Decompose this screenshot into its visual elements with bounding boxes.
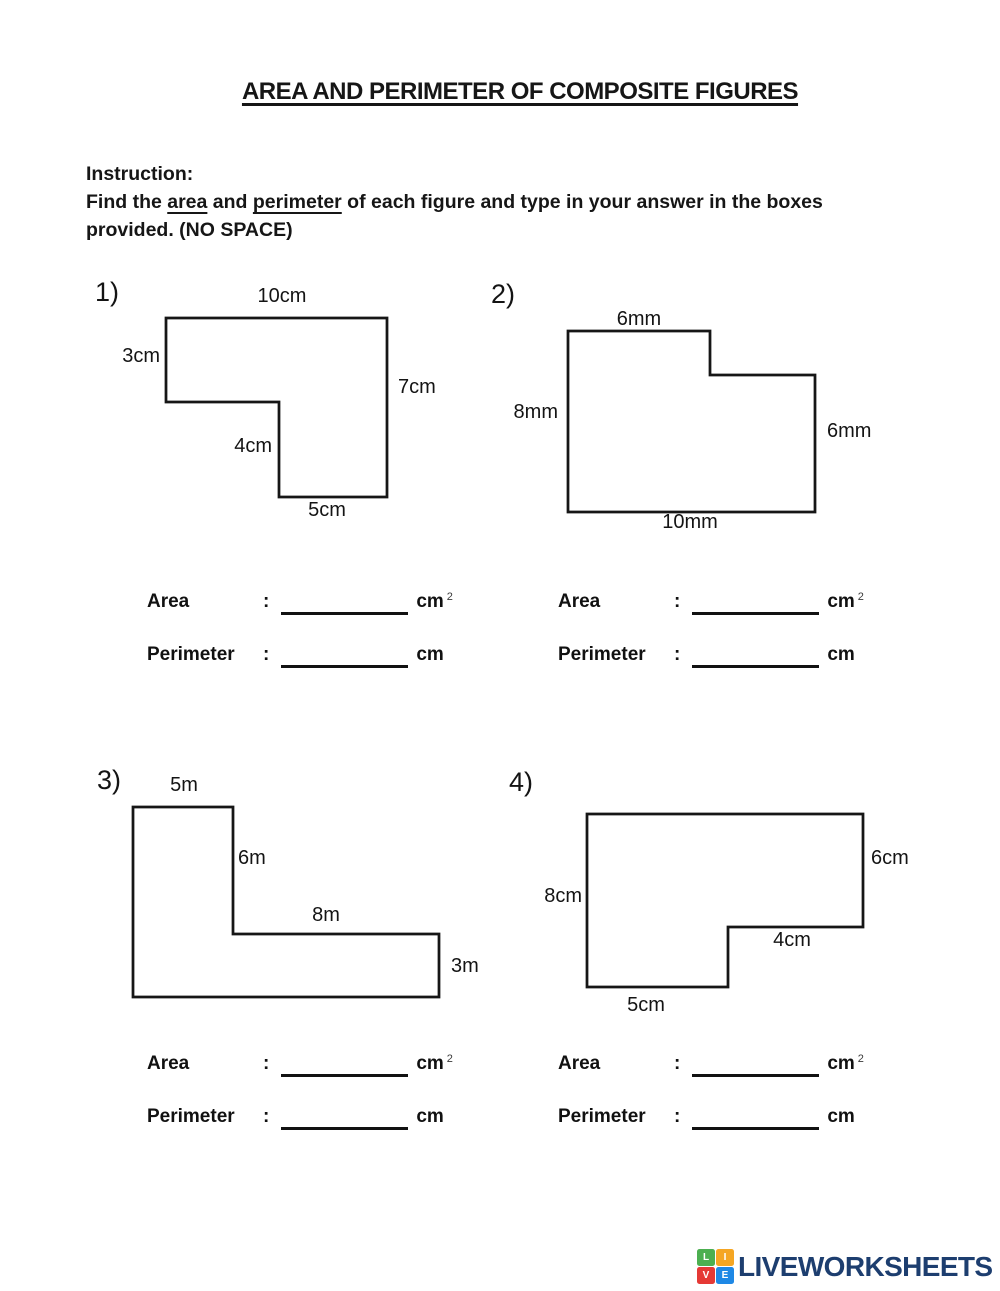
figure-3-perimeter-input[interactable]: [281, 1110, 408, 1130]
colon: :: [674, 1106, 681, 1127]
liveworksheets-logo-icon: [697, 1249, 734, 1284]
figure-3-area-row: [147, 1053, 453, 1077]
perimeter-unit: cm: [827, 1106, 855, 1127]
figure-3-dim-inner-horizontal: 8m: [312, 904, 340, 926]
area-unit-exponent: 2: [446, 591, 453, 603]
figure-4-area-input[interactable]: [692, 1057, 819, 1077]
figure-4-dim-bottom: 5cm: [627, 994, 665, 1016]
figure-1-area-input[interactable]: [281, 595, 408, 615]
figure-2-shape: [566, 329, 818, 515]
figure-4-dim-left: 8cm: [544, 885, 582, 907]
area-unit-exponent: 2: [857, 1053, 864, 1065]
figure-3-area-input[interactable]: [281, 1057, 408, 1077]
instruction-underlined-perimeter: perimeter: [252, 191, 342, 213]
figure-3-answers: [147, 1053, 497, 1133]
logo-tile-I: I: [716, 1249, 734, 1266]
colon: :: [263, 1053, 270, 1074]
page-title: [40, 78, 1000, 106]
figure-4-number: 4): [509, 767, 534, 797]
area-unit-exponent: 2: [446, 1053, 453, 1065]
instruction-text: and: [207, 191, 253, 213]
colon: :: [674, 644, 681, 665]
figure-2-dim-bottom: 10mm: [662, 511, 718, 533]
area-unit: cm: [416, 1053, 444, 1074]
area-label: Area: [147, 1053, 190, 1074]
figure-3-dim-inner-vertical: 6m: [238, 847, 266, 869]
figure-4-area-row: [558, 1053, 864, 1077]
colon: :: [263, 1106, 270, 1127]
figure-1-area-row: [147, 591, 453, 615]
colon: :: [263, 644, 270, 665]
area-label: Area: [558, 591, 601, 612]
area-unit-exponent: 2: [857, 591, 864, 603]
instruction-underlined-area: area: [167, 191, 208, 213]
colon: :: [674, 1053, 681, 1074]
figure-2-perimeter-input[interactable]: [692, 648, 819, 668]
figure-2-dim-left: 8mm: [513, 401, 558, 423]
figure-4-perimeter-input[interactable]: [692, 1110, 819, 1130]
colon: :: [674, 591, 681, 612]
figure-2-perimeter-row: [558, 644, 855, 668]
instruction-text: Find the: [86, 191, 168, 213]
figure-1-dim-top: 10cm: [257, 285, 307, 307]
perimeter-label: Perimeter: [558, 644, 646, 665]
figure-2-answers: [558, 591, 908, 671]
instruction-line1: [86, 188, 916, 216]
logo-text: LIVEWORKSHEETS: [738, 1250, 993, 1282]
page-title-text: AREA AND PERIMETER OF COMPOSITE FIGURES: [241, 78, 799, 105]
figure-3-perimeter-row: [147, 1106, 444, 1130]
perimeter-label: Perimeter: [147, 1106, 235, 1127]
figure-1-shape: [164, 316, 389, 500]
instruction-block: [86, 160, 916, 244]
area-unit: cm: [827, 591, 855, 612]
perimeter-unit: cm: [416, 1106, 444, 1127]
figure-1-dim-left: 3cm: [122, 345, 160, 367]
figure-3-dim-top: 5m: [170, 774, 198, 796]
figure-4-answers: [558, 1053, 908, 1133]
figure-3-number: 3): [97, 765, 122, 795]
figure-4-perimeter-row: [558, 1106, 855, 1130]
logo-tile-L: L: [697, 1249, 715, 1266]
perimeter-unit: cm: [416, 644, 444, 665]
figure-1-perimeter-row: [147, 644, 444, 668]
perimeter-unit: cm: [827, 644, 855, 665]
area-unit: cm: [416, 591, 444, 612]
figure-3-dim-right: 3m: [451, 955, 479, 977]
figure-4-shape: [585, 812, 866, 990]
logo-tile-E: E: [716, 1267, 734, 1284]
figure-4-dim-right: 6cm: [871, 847, 909, 869]
figure-2-dim-top: 6mm: [616, 308, 662, 330]
perimeter-label: Perimeter: [558, 1106, 646, 1127]
figure-4-dim-inner-horizontal: 4cm: [773, 929, 811, 951]
figure-1-dim-bottom: 5cm: [308, 499, 346, 521]
figure-1-perimeter-input[interactable]: [281, 648, 408, 668]
instruction-line2: provided. (NO SPACE): [86, 219, 293, 241]
instruction-heading: Instruction:: [86, 163, 194, 185]
figure-2-area-input[interactable]: [692, 595, 819, 615]
figure-3-shape: [131, 805, 442, 1000]
figure-2-dim-right: 6mm: [827, 420, 872, 442]
figure-1-answers: [147, 591, 497, 671]
colon: :: [263, 591, 270, 612]
figure-1-dim-right: 7cm: [398, 376, 436, 398]
perimeter-label: Perimeter: [147, 644, 235, 665]
logo-tile-V: V: [697, 1267, 715, 1284]
liveworksheets-logo[interactable]: [697, 1249, 993, 1284]
figure-2-area-row: [558, 591, 864, 615]
figure-1-number: 1): [95, 277, 120, 307]
area-label: Area: [147, 591, 190, 612]
area-unit: cm: [827, 1053, 855, 1074]
instruction-text: of each figure and type in your answer in the boxes: [341, 191, 823, 213]
figure-2-number: 2): [491, 279, 516, 309]
area-label: Area: [558, 1053, 601, 1074]
figure-1-dim-inner-vertical: 4cm: [234, 435, 272, 457]
